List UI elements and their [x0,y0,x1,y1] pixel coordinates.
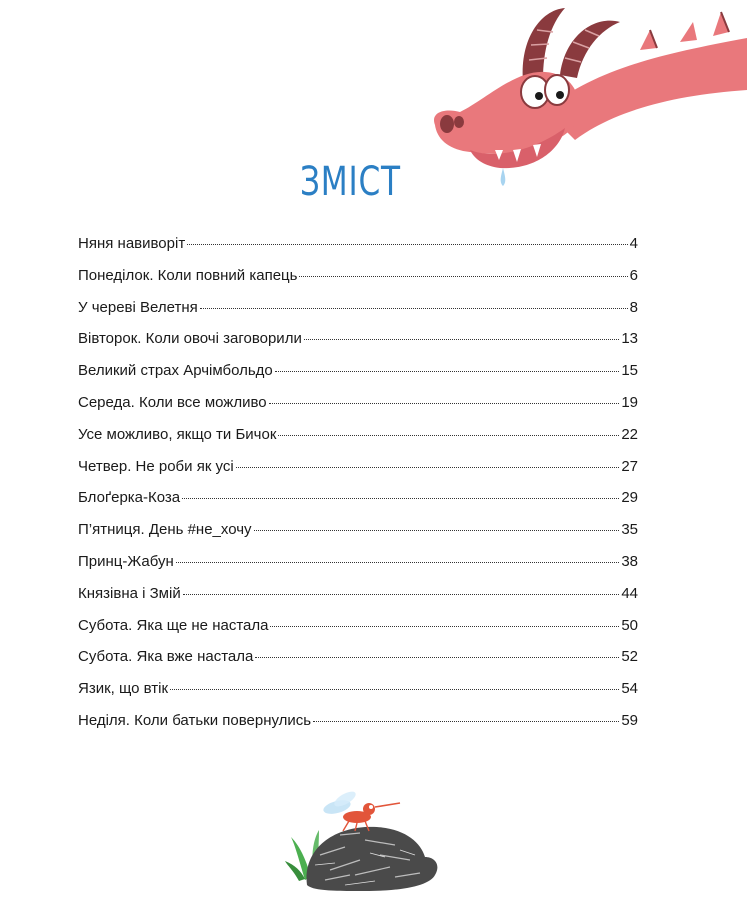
toc-entry-title: Блоґерка-Коза [78,489,181,507]
toc-entry-page: 13 [621,330,638,348]
toc-entry [78,585,638,617]
toc-entry [78,648,638,680]
toc-entry-page: 27 [621,457,638,475]
toc-entry [78,617,638,649]
toc-entry-title: Субота. Яка вже настала [78,648,254,666]
toc-entry-page: 22 [621,425,638,443]
toc-entry-title: Вівторок. Коли овочі заговорили [78,330,302,348]
toc-leader-dots [275,371,620,372]
toc-entry-title: П’ятниця. День #не_хочу [78,521,252,539]
toc-leader-dots [187,244,627,245]
toc-entry-title: Принц-Жабун [78,552,174,570]
toc-entry-page: 35 [621,521,638,539]
toc-entry-page: 8 [629,298,638,316]
toc-entry-title: Неділя. Коли батьки повернулись [78,711,312,729]
page-title: ЗМІСТ [300,158,401,205]
toc-entry-page: 52 [621,648,638,666]
toc-entry-page: 59 [621,711,638,729]
toc-entry-title: Субота. Яка ще не настала [78,616,269,634]
toc-leader-dots [299,276,627,277]
table-of-contents [78,235,638,744]
toc-leader-dots [304,339,619,340]
toc-leader-dots [255,657,619,658]
toc-leader-dots [254,530,620,531]
toc-entry [78,330,638,362]
toc-entry-title: Няня навиворіт [78,235,186,252]
toc-leader-dots [170,689,619,690]
toc-entry [78,235,638,267]
toc-entry [78,299,638,331]
toc-entry [78,521,638,553]
toc-entry-title: Усе можливо, якщо ти Бичок [78,425,277,443]
toc-entry-page: 19 [621,393,638,411]
toc-entry-page: 6 [629,266,638,284]
toc-leader-dots [278,435,619,436]
toc-entry [78,553,638,585]
toc-entry-title: Середа. Коли все можливо [78,393,267,411]
toc-entry [78,426,638,458]
toc-entry-page: 50 [621,616,638,634]
toc-entry-title: У череві Велетня [78,298,198,316]
toc-entry-page: 15 [621,362,638,380]
toc-leader-dots [200,308,628,309]
toc-entry [78,267,638,299]
toc-entry-title: Четвер. Не роби як усі [78,457,234,475]
toc-entry-title: Князівна і Змій [78,584,181,602]
toc-entry-page: 4 [629,235,638,252]
toc-entry [78,394,638,426]
toc-entry-page: 29 [621,489,638,507]
toc-entry-title: Великий страх Арчімбольдо [78,362,273,380]
toc-leader-dots [270,626,619,627]
toc-leader-dots [182,498,619,499]
toc-entry [78,712,638,744]
toc-leader-dots [183,594,620,595]
toc-entry-page: 44 [621,584,638,602]
toc-entry [78,489,638,521]
toc-leader-dots [236,467,620,468]
toc-entry-title: Язик, що втік [78,680,169,698]
dragon-illustration [425,0,747,200]
toc-leader-dots [176,562,620,563]
toc-entry [78,362,638,394]
toc-entry-page: 54 [621,680,638,698]
toc-entry [78,680,638,712]
toc-entry-page: 38 [621,552,638,570]
toc-entry [78,458,638,490]
toc-leader-dots [313,721,619,722]
toc-leader-dots [269,403,620,404]
toc-entry-title: Понеділок. Коли повний капець [78,266,298,284]
stone-mosquito-illustration [285,785,445,895]
